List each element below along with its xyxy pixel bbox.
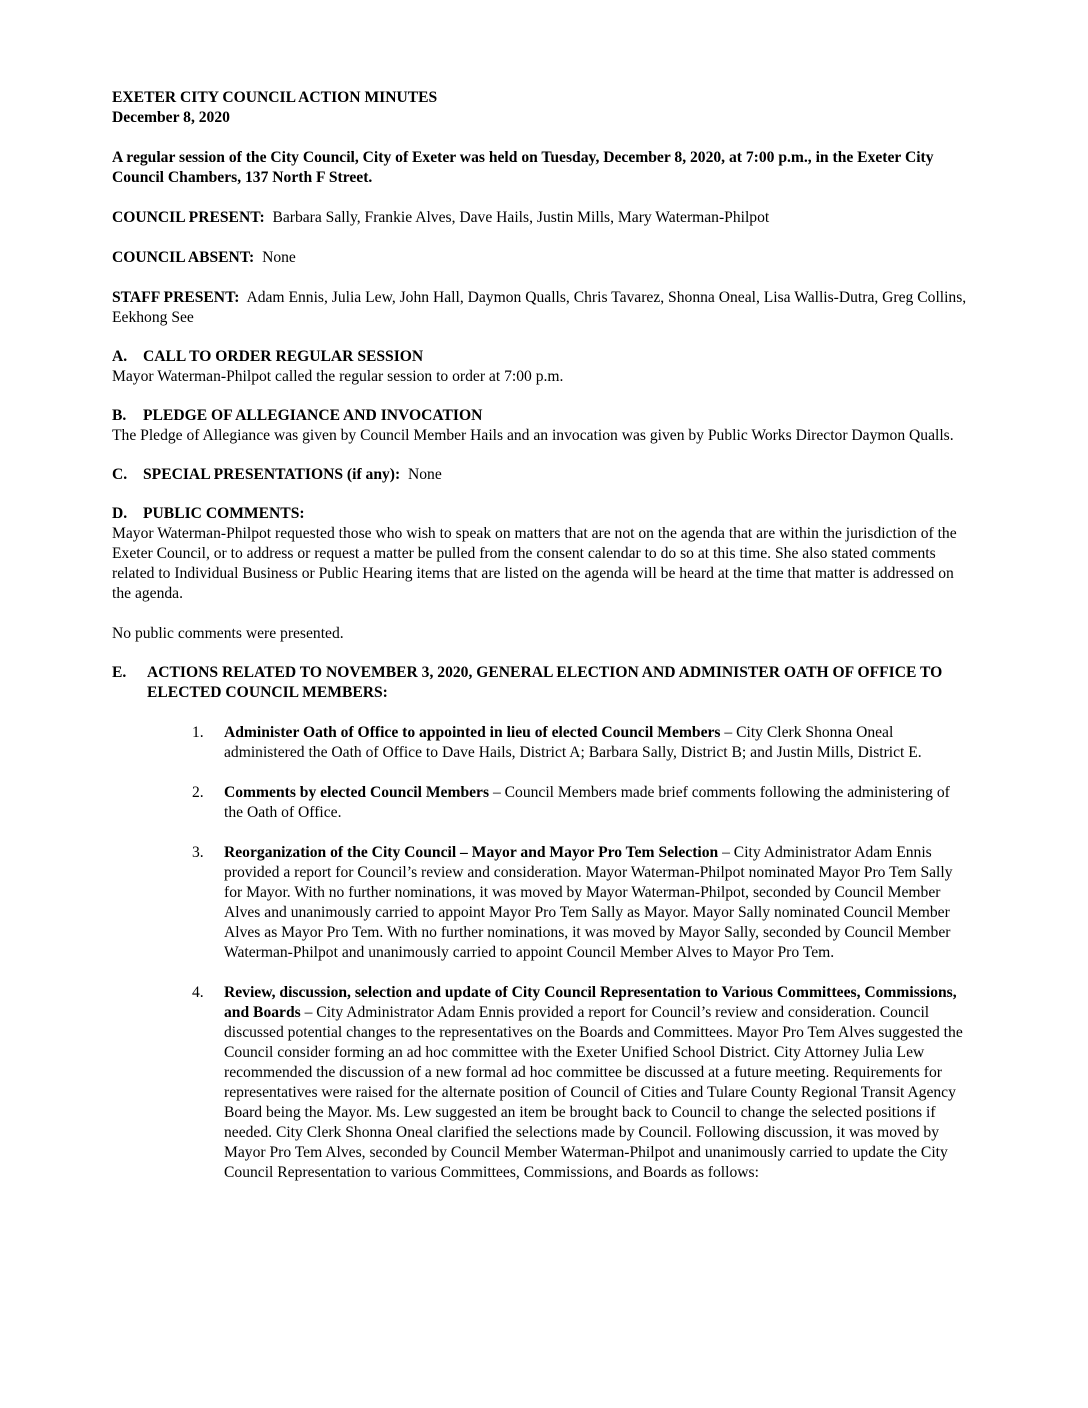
section-c-text: None — [408, 466, 442, 483]
section-a-letter: A. — [112, 348, 128, 365]
item-heading: Reorganization of the City Council – Mayor and Mayor Pro Tem Selection — [224, 844, 719, 861]
list-item — [192, 783, 972, 823]
section-e-title: ACTIONS RELATED TO NOVEMBER 3, 2020, GENERAL ELECTION AND ADMINISTER OATH OF OFFICE TO ELECTED COUNCIL MEMBERS: — [147, 664, 943, 701]
item-text: – City Clerk Shonna Oneal administered the Oath of Office to Dave Hails, District A; Barbara Sally, District B; and Justin Mills, District E. — [224, 724, 922, 761]
council-present-names: Barbara Sally, Frankie Alves, Dave Hails, Justin Mills, Mary Waterman-Philpot — [272, 209, 770, 226]
item-number: 2. — [192, 784, 204, 801]
section-e-items — [112, 723, 972, 1183]
section-c-heading — [112, 465, 972, 485]
intro-paragraph: A regular session of the City Council, City of Exeter was held on Tuesday, December 8, 2020, at 7:00 p.m., in the Exeter City Council Chambers, 137 North F Street. — [112, 149, 934, 186]
section-d-letter: D. — [112, 505, 128, 522]
section-e-heading — [112, 663, 972, 703]
section-a-heading — [112, 347, 972, 367]
council-absent — [112, 248, 972, 268]
section-c-letter: C. — [112, 466, 128, 483]
item-heading: Administer Oath of Office to appointed in lieu of elected Council Members — [224, 724, 721, 741]
section-b-letter: B. — [112, 407, 127, 424]
section-a-text: Mayor Waterman-Philpot called the regular session to order at 7:00 p.m. — [112, 368, 564, 385]
council-present-label: COUNCIL PRESENT: — [112, 209, 265, 226]
document-date: December 8, 2020 — [112, 109, 230, 126]
section-d-title: PUBLIC COMMENTS: — [143, 505, 305, 522]
item-number: 4. — [192, 984, 204, 1001]
council-present — [112, 208, 972, 228]
list-item — [192, 843, 972, 963]
section-d-note: No public comments were presented. — [112, 625, 344, 642]
list-item — [192, 723, 972, 763]
staff-present-label: STAFF PRESENT: — [112, 289, 240, 306]
item-text: – City Administrator Adam Ennis provided a report for Council’s review and consideration. Council discussed potential changes to the representatives on the Boards and Committees. Mayor Pro Tem Alves suggested the Council consider forming an ad hoc committee with the Exeter Unified School District. City Attorney Julia Lew recommended the discussion of a new formal ad hoc committee be discussed at a future meeting. Requirements for representatives were raised for the alternate position of Council of Cities and Tulare County Regional Transit Agency Board being the Mayor. Ms. Lew suggested an item be brought back to Council to change the selected positions if needed. City Clerk Shonna Oneal clarified the selections made by Council. Following discussion, it was moved by Mayor Pro Tem Alves, seconded by Council Member Waterman-Philpot and unanimously carried to update the City Council Representation to various Committees, Commissions, and Boards as follows: — [224, 1004, 963, 1181]
section-b-text: The Pledge of Allegiance was given by Council Member Hails and an invocation was given by Public Works Director Daymon Qualls. — [112, 427, 954, 444]
section-c-title: SPECIAL PRESENTATIONS (if any): — [143, 466, 401, 483]
staff-present-names: Adam Ennis, Julia Lew, John Hall, Daymon Qualls, Chris Tavarez, Shonna Oneal, Lisa Wallis-Dutra, Greg Collins, Eekhong See — [112, 289, 967, 326]
section-b-title: PLEDGE OF ALLEGIANCE AND INVOCATION — [143, 407, 483, 424]
item-number: 3. — [192, 844, 204, 861]
section-a-title: CALL TO ORDER REGULAR SESSION — [143, 348, 424, 365]
document-title: EXETER CITY COUNCIL ACTION MINUTES — [112, 89, 438, 106]
item-number: 1. — [192, 724, 204, 741]
minutes-content — [112, 88, 972, 1203]
section-d-text: Mayor Waterman-Philpot requested those who wish to speak on matters that are not on the agenda that are within the jurisdiction of the Exeter Council, or to address or request a matter be pulled from the consent calendar to do so at this time. She also stated comments related to Individual Business or Public Hearing items that are listed on the agenda will be heard at the time that matter is addressed on the agenda. — [112, 525, 957, 602]
item-heading: Review, discussion, selection and update of City Council Representation to Various Committees, Commissions, and Boards — [224, 984, 957, 1021]
council-absent-names: None — [262, 249, 296, 266]
section-d-heading — [112, 504, 972, 524]
staff-present — [112, 288, 972, 328]
item-text: – Council Members made brief comments following the administering of the Oath of Office. — [224, 784, 950, 821]
item-text: – City Administrator Adam Ennis provided a report for Council’s review and consideration. Mayor Waterman-Philpot nominated Mayor Pro Tem Sally for Mayor. With no further nominations, it was moved by Mayor Waterman-Philpot, seconded by Council Member Alves and unanimously carried to appoint Mayor Pro Tem Sally as Mayor. Mayor Sally nominated Council Member Alves as Mayor Pro Tem. With no further nominations, it was moved by Mayor Sally, seconded by Council Member Waterman-Philpot and unanimously carried to appoint Council Member Alves to Mayor Pro Tem. — [224, 844, 953, 961]
item-heading: Comments by elected Council Members — [224, 784, 490, 801]
section-b-heading — [112, 406, 972, 426]
section-e-letter: E. — [112, 664, 127, 681]
list-item — [192, 983, 972, 1183]
council-absent-label: COUNCIL ABSENT: — [112, 249, 255, 266]
